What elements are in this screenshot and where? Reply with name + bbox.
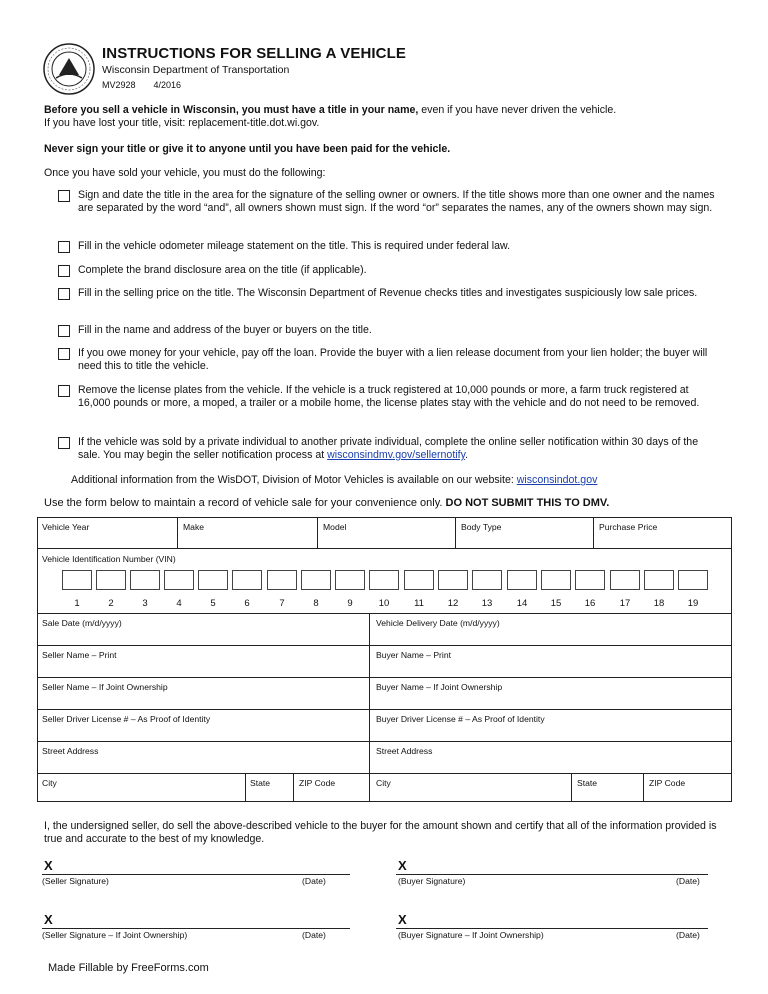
divider	[317, 517, 318, 548]
model-field[interactable]: Model	[323, 522, 347, 532]
intro-rest: even if you have never driven the vehicle.	[418, 104, 617, 116]
checkbox[interactable]	[58, 348, 70, 360]
purchase-price-field[interactable]: Purchase Price	[599, 522, 658, 532]
seller-signature-line[interactable]	[42, 874, 350, 875]
checkbox[interactable]	[58, 288, 70, 300]
vin-position: 11	[414, 598, 424, 609]
buyer-name-field[interactable]: Buyer Name – Print	[376, 650, 451, 660]
record-note	[44, 497, 734, 510]
record-note-text: Use the form below to maintain a record of vehicle sale for your convenience only.	[44, 497, 443, 509]
form-date: 4/2016	[153, 80, 182, 90]
intro-paragraph	[44, 104, 734, 130]
warning-text: Never sign your title or give it to anyone until you have been paid for the vehicle.	[44, 143, 451, 155]
seller-date-label: (Date)	[302, 876, 326, 886]
divider	[571, 773, 572, 802]
buyer-joint-name-field[interactable]: Buyer Name – If Joint Ownership	[376, 682, 503, 692]
checkbox[interactable]	[58, 437, 70, 449]
checklist-text: Remove the license plates from the vehicle. If the vehicle is a truck registered at 10,000 pounds or more, a farm truck registered at 16,000 pounds or more, a moped, a trailer or a mobile home, the license plates stay with the vehicle and do not need to be removed.	[78, 384, 700, 409]
vin-box[interactable]	[610, 570, 640, 590]
vin-box[interactable]	[438, 570, 468, 590]
vin-box[interactable]	[472, 570, 502, 590]
additional-text: Additional information from the WisDOT, Division of Motor Vehicles is available on our website:	[71, 474, 517, 486]
vin-position: 6	[244, 598, 250, 609]
additional-info	[71, 474, 761, 487]
checkbox[interactable]	[58, 241, 70, 253]
vin-position: 16	[584, 598, 596, 609]
vin-box[interactable]	[96, 570, 126, 590]
buyer-city-field[interactable]: City	[376, 778, 391, 788]
vin-box[interactable]	[164, 570, 194, 590]
buyer-joint-date-label: (Date)	[676, 930, 700, 940]
seller-city-field[interactable]: City	[42, 778, 57, 788]
checklist-text	[78, 436, 718, 462]
divider	[643, 773, 644, 802]
certification-text: I, the undersigned seller, do sell the above-described vehicle to the buyer for the amount shown and certify that all of the information provided is true and accurate to the best of my knowledge.	[44, 820, 717, 845]
seller-joint-signature-label: (Seller Signature – If Joint Ownership)	[42, 930, 188, 940]
vin-position: 2	[108, 598, 114, 609]
checkbox[interactable]	[58, 190, 70, 202]
wisdot-link[interactable]: wisconsindot.gov	[516, 474, 598, 486]
vin-position: 17	[619, 598, 631, 609]
seller-joint-date-label: (Date)	[302, 930, 326, 940]
seller-signature-label: (Seller Signature)	[42, 876, 109, 886]
vin-position: 18	[653, 598, 665, 609]
vin-position: 12	[447, 598, 459, 609]
divider	[593, 517, 594, 548]
vin-box[interactable]	[198, 570, 228, 590]
buyer-joint-signature-line[interactable]	[396, 928, 708, 929]
vin-box[interactable]	[130, 570, 160, 590]
vin-position: 19	[687, 598, 699, 609]
seller-joint-sign-x: X	[44, 912, 53, 927]
divider	[37, 773, 732, 774]
vin-box[interactable]	[644, 570, 674, 590]
checklist-text: If you owe money for your vehicle, pay off the loan. Provide the buyer with a lien release document from your lien holder; the buyer will need this to title the vehicle.	[78, 347, 708, 372]
buyer-state-field[interactable]: State	[577, 778, 598, 788]
vin-position: 9	[347, 598, 353, 609]
vin-box[interactable]	[369, 570, 399, 590]
period: .	[465, 449, 469, 461]
wisconsin-dot-seal-icon	[42, 42, 96, 96]
vin-position: 1	[74, 598, 80, 609]
vin-position: 5	[210, 598, 216, 609]
buyer-signature-label: (Buyer Signature)	[398, 876, 466, 886]
divider	[37, 613, 732, 614]
intro-bold: Before you sell a vehicle in Wisconsin, you must have a title in your name,	[44, 104, 419, 116]
checkbox[interactable]	[58, 265, 70, 277]
department-name: Wisconsin Department of Transportation	[102, 64, 290, 76]
buyer-date-label: (Date)	[676, 876, 700, 886]
once-sold-text: Once you have sold your vehicle, you must do the following:	[44, 167, 326, 179]
vin-box[interactable]	[541, 570, 571, 590]
vin-position: 10	[378, 598, 390, 609]
seller-joint-name-field[interactable]: Seller Name – If Joint Ownership	[42, 682, 168, 692]
checklist-text: Fill in the name and address of the buyer or buyers on the title.	[78, 324, 372, 336]
buyer-street-field[interactable]: Street Address	[376, 746, 433, 756]
buyer-license-field[interactable]: Buyer Driver License # – As Proof of Identity	[376, 714, 545, 724]
divider	[37, 645, 732, 646]
checklist-text: Sign and date the title in the area for the signature of the selling owner or owners. If the title shows more than one owner and the names are separated by the word “and”, all owners shown must sign. If the word “or” separates the names, any of the owners shown may sign.	[78, 189, 715, 214]
vin-box[interactable]	[335, 570, 365, 590]
divider	[245, 773, 246, 802]
divider	[455, 517, 456, 548]
seller-notify-link[interactable]: wisconsindmv.gov/sellernotify	[327, 449, 466, 461]
checklist-text: Fill in the selling price on the title. The Wisconsin Department of Revenue checks titles and investigates suspiciously low sale prices.	[78, 287, 698, 299]
form-number	[102, 80, 199, 90]
vin-box[interactable]	[62, 570, 92, 590]
lost-title-note: If you have lost your title, visit: replacement-title.dot.wi.gov.	[44, 117, 320, 129]
divider	[369, 613, 370, 802]
buyer-sign-x: X	[398, 858, 407, 873]
vin-position: 7	[279, 598, 285, 609]
vin-box[interactable]	[507, 570, 537, 590]
checklist-text: Complete the brand disclosure area on the title (if applicable).	[78, 264, 367, 276]
buyer-joint-signature-label: (Buyer Signature – If Joint Ownership)	[398, 930, 544, 940]
vin-position: 3	[142, 598, 148, 609]
do-not-submit: DO NOT SUBMIT THIS TO DMV.	[445, 497, 610, 509]
vin-label: Vehicle Identification Number (VIN)	[42, 554, 176, 564]
body-type-field[interactable]: Body Type	[461, 522, 502, 532]
vin-box[interactable]	[575, 570, 605, 590]
divider	[37, 677, 732, 678]
checkbox[interactable]	[58, 385, 70, 397]
seller-sign-x: X	[44, 858, 53, 873]
vin-box[interactable]	[267, 570, 297, 590]
delivery-date-field[interactable]: Vehicle Delivery Date (m/d/yyyy)	[376, 618, 500, 628]
vin-position: 4	[176, 598, 182, 609]
divider	[293, 773, 294, 802]
make-field[interactable]: Make	[183, 522, 205, 532]
seller-notify-text: If the vehicle was sold by a private individual to another private individual, complete the online seller notification within 30 days of the sale. You may begin the seller notification process at	[78, 436, 699, 461]
seller-name-field[interactable]: Seller Name – Print	[42, 650, 117, 660]
seller-zip-field[interactable]: ZIP Code	[299, 778, 336, 788]
vehicle-year-field[interactable]: Vehicle Year	[42, 522, 90, 532]
checklist-text: Fill in the vehicle odometer mileage statement on the title. This is required under federal law.	[78, 240, 511, 252]
divider	[177, 517, 178, 548]
buyer-zip-field[interactable]: ZIP Code	[649, 778, 686, 788]
seller-joint-signature-line[interactable]	[42, 928, 350, 929]
seller-license-field[interactable]: Seller Driver License # – As Proof of Identity	[42, 714, 211, 724]
vin-position: 15	[550, 598, 562, 609]
checkbox[interactable]	[58, 325, 70, 337]
vin-box[interactable]	[301, 570, 331, 590]
divider	[37, 548, 732, 549]
vin-position: 8	[313, 598, 319, 609]
seller-state-field[interactable]: State	[250, 778, 271, 788]
buyer-joint-sign-x: X	[398, 912, 407, 927]
seller-street-field[interactable]: Street Address	[42, 746, 99, 756]
vin-box[interactable]	[678, 570, 708, 590]
page-title: INSTRUCTIONS FOR SELLING A VEHICLE	[102, 45, 406, 62]
vin-box[interactable]	[232, 570, 262, 590]
divider	[37, 741, 732, 742]
vin-position: 13	[481, 598, 493, 609]
footer-credit: Made Fillable by FreeForms.com	[48, 962, 209, 974]
divider	[37, 709, 732, 710]
form-id: MV2928	[102, 80, 136, 90]
vin-position: 14	[516, 598, 528, 609]
vin-box[interactable]	[404, 570, 434, 590]
sale-date-field[interactable]: Sale Date (m/d/yyyy)	[42, 618, 122, 628]
buyer-signature-line[interactable]	[396, 874, 708, 875]
